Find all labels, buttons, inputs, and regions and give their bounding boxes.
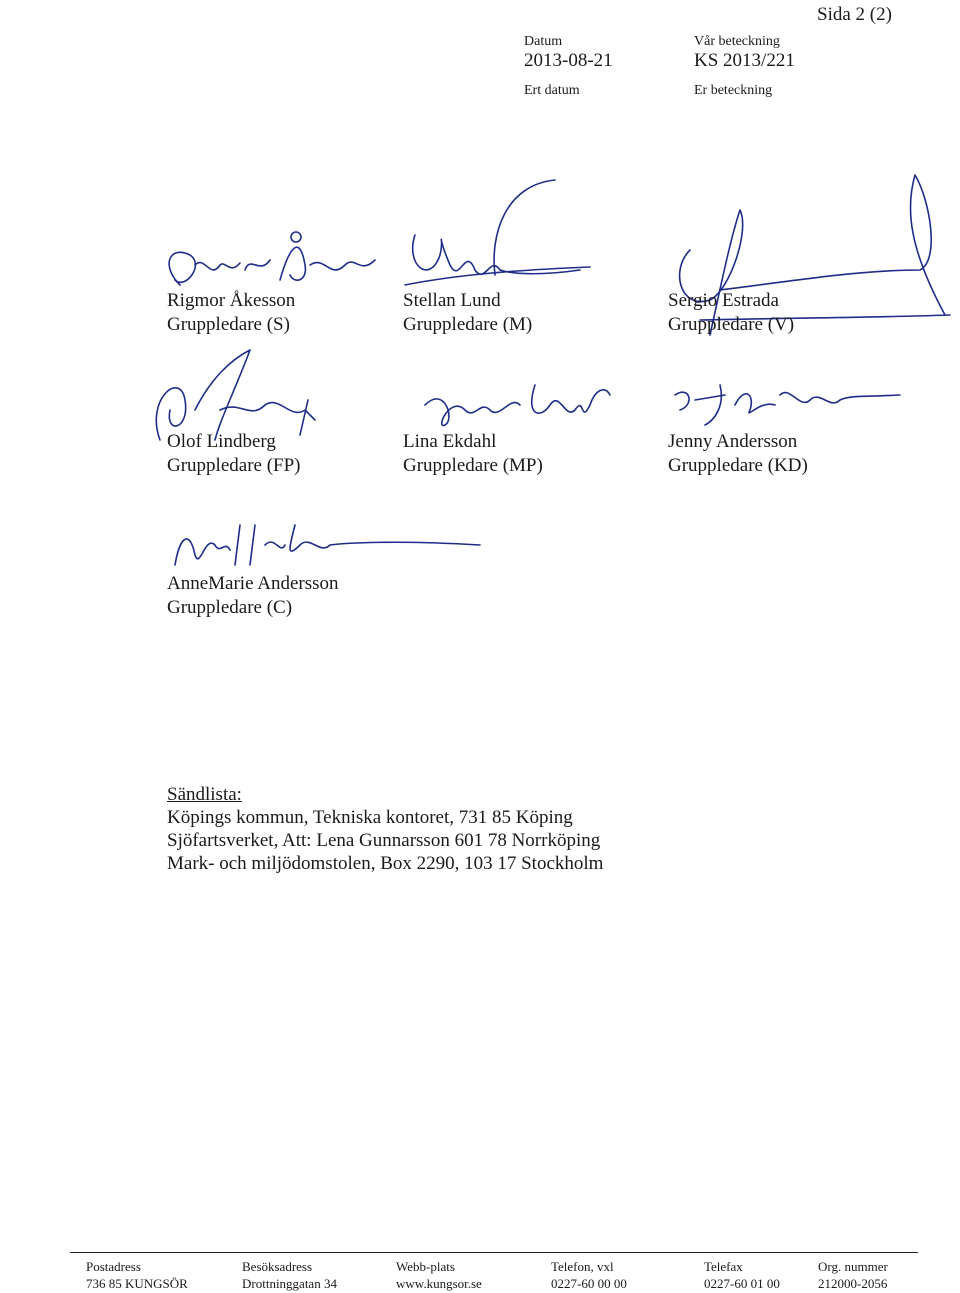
footer-value: www.kungsor.se [396, 1276, 482, 1291]
footer-webbplats [396, 1258, 482, 1292]
signatory-name: Olof Lindberg [167, 431, 276, 452]
footer-label: Postadress [86, 1259, 141, 1274]
footer-value: Drottninggatan 34 [242, 1276, 337, 1291]
signatory-name: Jenny Andersson [668, 431, 798, 452]
footer-telefon [551, 1258, 627, 1292]
footer-label: Telefax [704, 1259, 743, 1274]
signatory-role: Gruppledare (V) [668, 314, 795, 335]
signatory-name: Rigmor Åkesson [167, 290, 296, 311]
signatory-role: Gruppledare (S) [167, 314, 290, 335]
var-beteckning-label: Vår beteckning [694, 34, 780, 49]
footer-org-nummer [818, 1258, 888, 1292]
signatory-name: Lina Ekdahl [403, 431, 497, 452]
signatory-role: Gruppledare (C) [167, 597, 293, 618]
signatory-role: Gruppledare (MP) [403, 455, 543, 476]
footer-value: 0227-60 00 00 [551, 1276, 627, 1291]
footer-label: Besöksadress [242, 1259, 313, 1274]
footer-label: Org. nummer [818, 1259, 888, 1274]
signatory-name: Sergio Estrada [668, 290, 779, 311]
footer-postadress [86, 1258, 188, 1292]
footer-value: 736 85 KUNGSÖR [86, 1276, 188, 1291]
page-indicator: Sida 2 (2) [817, 4, 892, 25]
signatory-name: Stellan Lund [403, 290, 501, 311]
distribution-line: Köpings kommun, Tekniska kontoret, 731 85 Köping [167, 807, 573, 828]
distribution-line: Sjöfartsverket, Att: Lena Gunnarsson 601 78 Norrköping [167, 830, 601, 851]
footer-value: 212000-2056 [818, 1276, 888, 1291]
ert-datum-label: Ert datum [524, 83, 580, 98]
distribution-line: Mark- och miljödomstolen, Box 2290, 103 17 Stockholm [167, 853, 604, 874]
footer-telefax [704, 1258, 780, 1292]
signature-jenny-andersson [665, 365, 905, 435]
signatory-role: Gruppledare (KD) [668, 455, 808, 476]
er-beteckning-label: Er beteckning [694, 83, 773, 98]
signatory-name: AnneMarie Andersson [167, 573, 339, 594]
signatory-role: Gruppledare (FP) [167, 455, 301, 476]
signature-annemarie-andersson [165, 515, 485, 575]
datum-value: 2013-08-21 [524, 50, 613, 71]
footer-label: Webb-plats [396, 1259, 455, 1274]
footer-value: 0227-60 01 00 [704, 1276, 780, 1291]
signatory-role: Gruppledare (M) [403, 314, 533, 335]
distribution-heading: Sändlista: [167, 784, 242, 805]
footer-divider [70, 1252, 918, 1253]
datum-label: Datum [524, 34, 563, 49]
footer-label: Telefon, vxl [551, 1259, 614, 1274]
footer-besoksadress [242, 1258, 337, 1292]
var-beteckning-value: KS 2013/221 [694, 50, 795, 71]
